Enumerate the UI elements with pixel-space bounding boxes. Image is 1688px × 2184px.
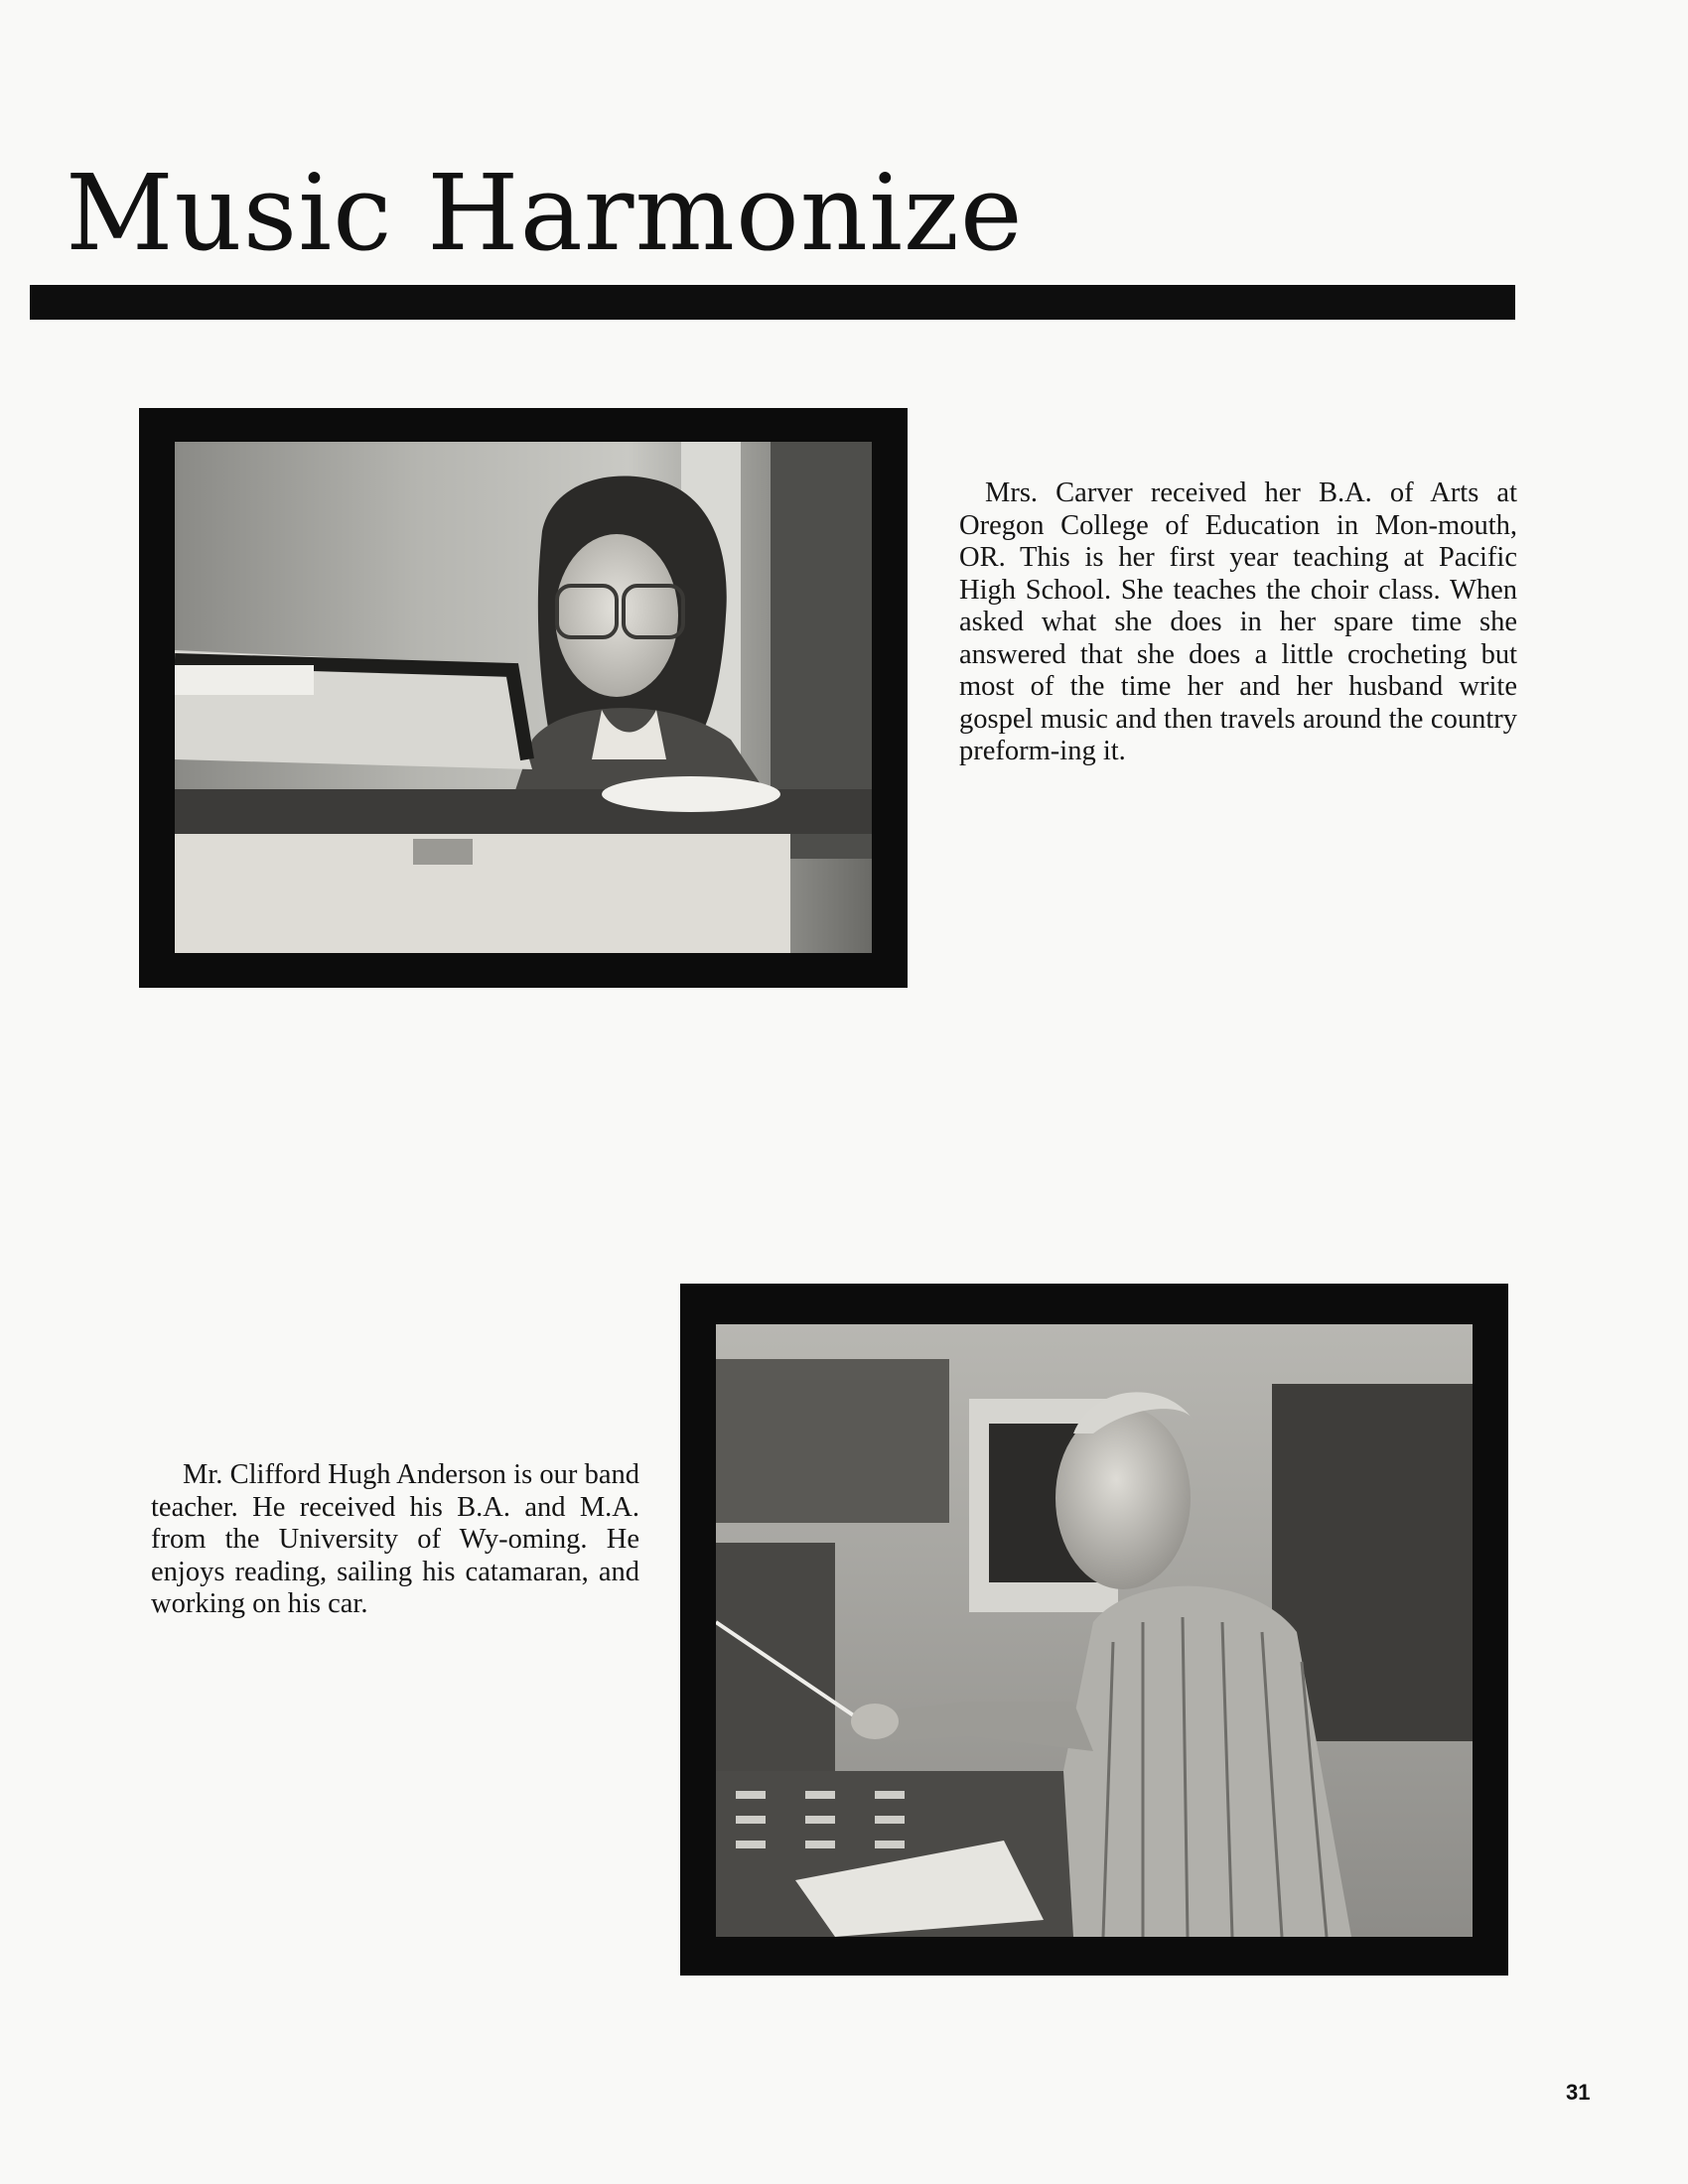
title-rule [30, 285, 1515, 320]
photo-carver [139, 408, 908, 988]
photo-anderson-image [716, 1324, 1473, 1937]
photo-carver-image [175, 442, 872, 953]
page-title: Music Harmonize [66, 152, 1024, 274]
bio-carver: Mrs. Carver received her B.A. of Arts at Oregon College of Education in Mon-mouth, OR. This is her first year teaching at Pacific High School. She teaches the choir class. When asked what she does in her spare time she answered that she does a little crocheting but most of the time her and her husband write gospel music and then travels around the country preform-ing it. [959, 478, 1517, 766]
photo-anderson [680, 1284, 1508, 1976]
page-number: 31 [1566, 2080, 1591, 2105]
bio-anderson: Mr. Clifford Hugh Anderson is our band teacher. He received his B.A. and M.A. from the University of Wy-oming. He enjoys reading, sailing his catamaran, and working on his car. [151, 1459, 639, 1619]
